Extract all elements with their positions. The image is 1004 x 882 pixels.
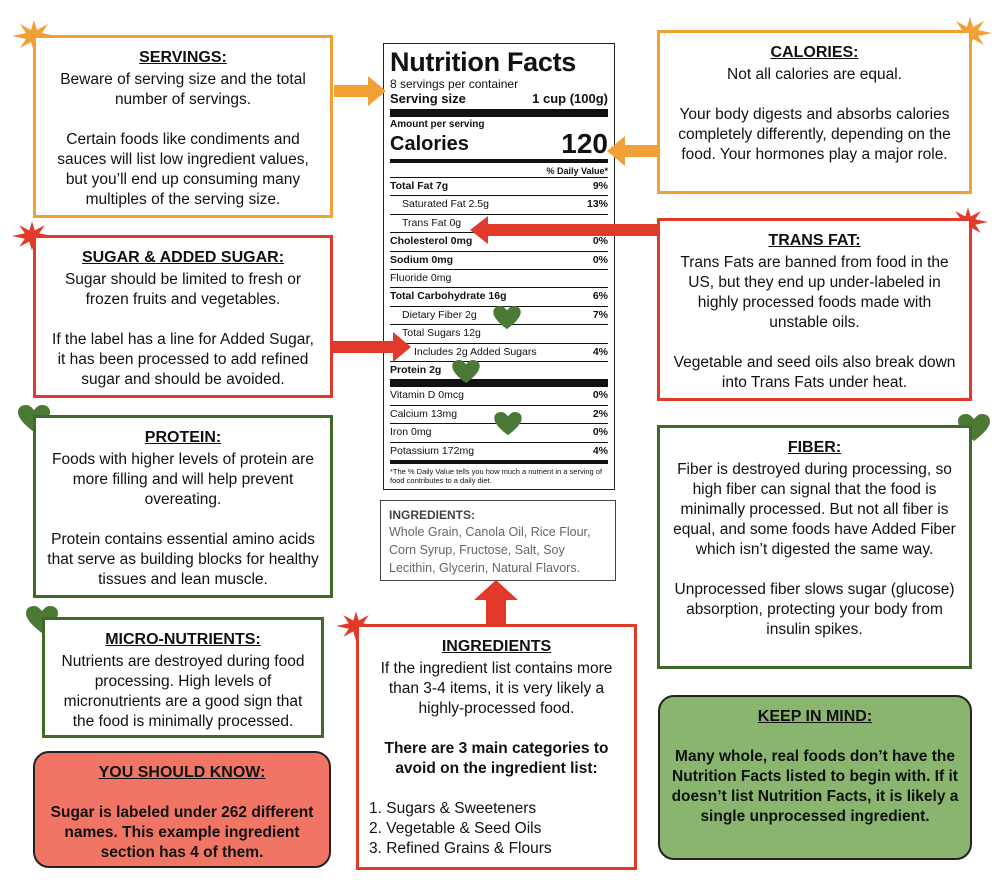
- ingredients-panel-text: Whole Grain, Canola Oil, Rice Flour, Corn Syrup, Fructose, Salt, Soy Lecithin, Glycerin, Natural Flavors.: [389, 525, 591, 575]
- nutrient-row: Saturated Fat 2.5g 13%: [390, 195, 608, 213]
- keep-in-mind-box: [658, 695, 972, 860]
- ingredients-arrow-icon: [474, 580, 518, 626]
- serving-size-label: Serving size: [390, 91, 466, 106]
- nutrient-row: Dietary Fiber 2g 7%: [390, 306, 608, 324]
- list-item: 1. Sugars & Sweeteners: [369, 800, 537, 817]
- fiber-text-1: Fiber is destroyed during processing, so high fiber can signal that the food is minimally processed. But not all fiber is equal, and some foods have Added Fiber which isn’t digested the same way.: [673, 461, 956, 558]
- green-heart-icon: [493, 306, 521, 330]
- green-heart-icon: [452, 360, 480, 384]
- nutrient-row: Includes 2g Added Sugars 4%: [402, 343, 608, 361]
- ingredients-info-box: [356, 624, 637, 870]
- servings-box: [33, 35, 333, 218]
- nutrient-row: Sodium 0mg 0%: [390, 251, 608, 269]
- nutrient-row: Cholesterol 0mg 0%: [390, 232, 608, 250]
- list-item: 3. Refined Grains & Flours: [369, 840, 552, 857]
- calories-box: [657, 30, 972, 194]
- sugar-arrow-icon: [333, 332, 411, 362]
- nutrient-row: Trans Fat 0g: [390, 214, 608, 232]
- should-know-title: YOU SHOULD KNOW:: [98, 764, 266, 781]
- nutrient-row: Vitamin D 0mcg 0%: [390, 389, 608, 402]
- micronutrients-text: Nutrients are destroyed during food processing. High levels of micronutrients are a good sign that the food is minimally processed.: [61, 653, 305, 730]
- nutrient-row: Total Sugars 12g: [390, 324, 608, 342]
- label-title: Nutrition Facts: [390, 47, 577, 77]
- protein-text-1: Foods with higher levels of protein are more filling and will help prevent overeating.: [52, 451, 314, 508]
- sugar-title: SUGAR & ADDED SUGAR:: [81, 249, 285, 266]
- servings-title: SERVINGS:: [139, 49, 227, 66]
- label-footnote: *The % Daily Value tells you how much a nutrient in a serving of food contributes to a daily diet.: [390, 467, 603, 486]
- ingredients-panel: [380, 500, 616, 581]
- protein-title: PROTEIN:: [144, 429, 222, 446]
- nutrient-row: Fluoride 0mg: [390, 269, 608, 287]
- calories-text-1: Not all calories are equal.: [727, 66, 902, 83]
- ingredients-info-text-2: There are 3 main categories to avoid on the ingredient list:: [384, 740, 609, 777]
- micronutrients-title: MICRO-NUTRIENTS:: [105, 631, 261, 648]
- nutrient-row: Total Fat 7g 9%: [390, 177, 608, 195]
- servings-text-2: Certain foods like condiments and sauces will list low ingredient values, but you’ll end up consuming many multiples of the serving size.: [57, 131, 309, 208]
- should-know-text: Sugar is labeled under 262 different names. This example ingredient section has 4 of them.: [50, 804, 314, 861]
- micronutrients-box: [42, 617, 324, 738]
- trans-fat-box: [657, 218, 972, 401]
- green-heart-icon: [494, 412, 522, 436]
- sugar-box: [33, 235, 333, 398]
- servings-per-container: 8 servings per container: [390, 77, 519, 91]
- ingredients-info-text-1: If the ingredient list contains more than 3-4 items, it is very likely a highly-processed food.: [380, 660, 613, 717]
- ingredients-category-list: [369, 799, 624, 859]
- calories-value: 120: [561, 128, 608, 159]
- calories-row: [390, 128, 608, 159]
- calories-label: Calories: [390, 133, 469, 155]
- fiber-text-2: Unprocessed fiber slows sugar (glucose) absorption, protecting your body from insulin spikes.: [674, 581, 955, 638]
- nutrient-row: Calcium 13mg 2%: [390, 405, 608, 423]
- trans-fat-text-1: Trans Fats are banned from food in the US, but they end up under-labeled in highly processed foods made with unstable oils.: [680, 254, 949, 331]
- calories-arrow-icon: [607, 136, 657, 166]
- trans-fat-text-2: Vegetable and seed oils also break down into Trans Fats under heat.: [673, 354, 956, 391]
- fiber-box: [657, 425, 972, 669]
- servings-arrow-icon: [334, 76, 386, 106]
- fiber-title: FIBER:: [787, 439, 842, 456]
- serving-size-value: 1 cup (100g): [532, 91, 608, 106]
- nutrient-row: Protein 2g: [390, 361, 608, 379]
- keep-in-mind-title: KEEP IN MIND:: [757, 708, 873, 725]
- trans-fat-arrow-icon: [470, 216, 658, 244]
- protein-box: [33, 415, 333, 598]
- calories-text-2: Your body digests and absorbs calories completely differently, depending on the food. Your hormones play a major role.: [678, 106, 951, 163]
- amount-per-serving: Amount per serving: [390, 119, 485, 130]
- nutrient-row: Potassium 172mg 4%: [390, 442, 608, 460]
- sugar-text-2: If the label has a line for Added Sugar, it has been processed to add refined sugar and should be avoided.: [52, 331, 314, 388]
- nutrient-row: Total Carbohydrate 16g 6%: [390, 287, 608, 305]
- list-item: 2. Vegetable & Seed Oils: [369, 820, 542, 837]
- protein-text-2: Protein contains essential amino acids that serve as building blocks for healthy tissues and lean muscle.: [47, 531, 319, 588]
- daily-value-header: % Daily Value*: [546, 166, 608, 176]
- serving-size-row: [390, 91, 608, 107]
- ingredients-panel-title: INGREDIENTS:: [389, 508, 476, 522]
- should-know-box: [33, 751, 331, 868]
- servings-text-1: Beware of serving size and the total number of servings.: [60, 71, 306, 108]
- sugar-text-1: Sugar should be limited to fresh or frozen fruits and vegetables.: [64, 271, 302, 308]
- trans-fat-title: TRANS FAT:: [768, 232, 861, 249]
- nutrient-row: Iron 0mg 0%: [390, 423, 608, 441]
- calories-title: CALORIES:: [770, 44, 859, 61]
- keep-in-mind-text: Many whole, real foods don’t have the Nutrition Facts listed to begin with. If it doesn’t list Nutrition Facts, it is likely a single unprocessed ingredient.: [671, 748, 959, 825]
- ingredients-info-title: INGREDIENTS: [441, 638, 552, 655]
